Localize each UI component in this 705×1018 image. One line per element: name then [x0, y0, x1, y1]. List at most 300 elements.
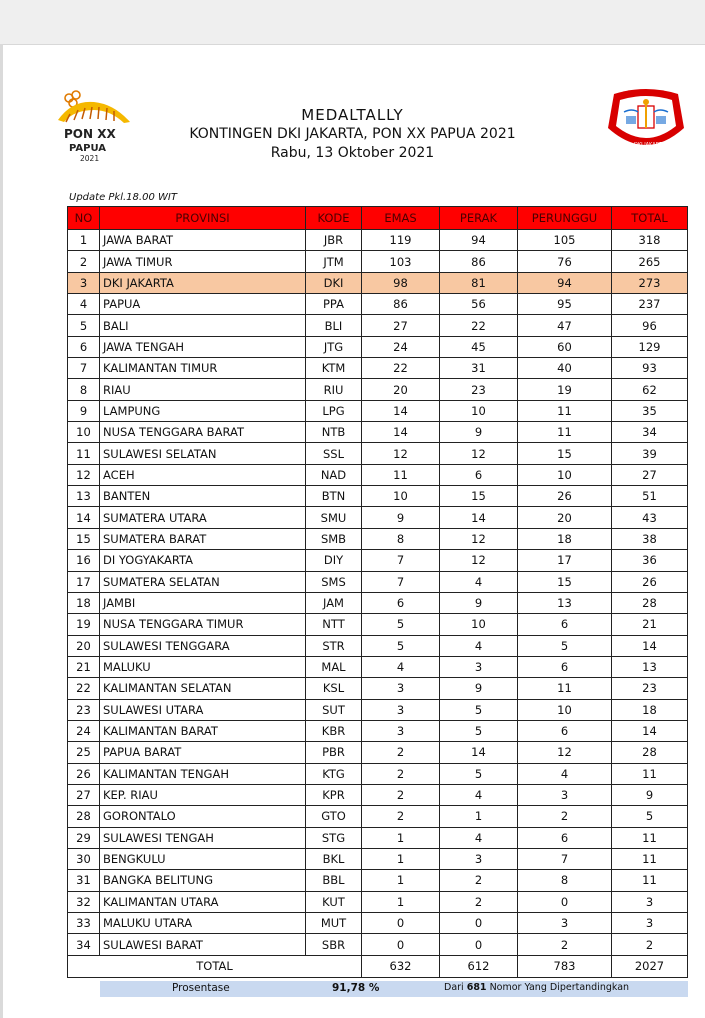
- cell-total: 38: [612, 528, 688, 549]
- col-header-emas: EMAS: [362, 207, 440, 230]
- cell-kode: PBR: [306, 742, 362, 763]
- cell-no: 30: [68, 848, 100, 869]
- table-row: [68, 294, 688, 315]
- cell-perunggu: 26: [518, 486, 612, 507]
- cell-perunggu: 2: [518, 806, 612, 827]
- cell-kode: NAD: [306, 464, 362, 485]
- medal-tally-table: [67, 206, 688, 978]
- cell-kode: KBR: [306, 720, 362, 741]
- cell-total: 13: [612, 656, 688, 677]
- cell-kode: STR: [306, 635, 362, 656]
- cell-total: 318: [612, 230, 688, 251]
- cell-kode: KTM: [306, 358, 362, 379]
- col-header-perunggu: PERUNGGU: [518, 207, 612, 230]
- cell-perunggu: 76: [518, 251, 612, 272]
- totals-total: 2027: [612, 955, 688, 977]
- table-row: [68, 635, 688, 656]
- cell-perak: 22: [440, 315, 518, 336]
- table-row: [68, 592, 688, 613]
- cell-emas: 7: [362, 550, 440, 571]
- cell-kode: NTB: [306, 422, 362, 443]
- cell-provinsi: PAPUA BARAT: [100, 742, 306, 763]
- cell-total: 62: [612, 379, 688, 400]
- prosentase-note-prefix: Dari: [444, 982, 467, 993]
- cell-kode: DIY: [306, 550, 362, 571]
- cell-no: 31: [68, 870, 100, 891]
- totals-perak: 612: [440, 955, 518, 977]
- cell-kode: KTG: [306, 763, 362, 784]
- cell-perunggu: 3: [518, 784, 612, 805]
- table-row: [68, 379, 688, 400]
- update-time: Update Pkl.18.00 WIT: [69, 192, 177, 203]
- cell-no: 3: [68, 272, 100, 293]
- prosentase-note-count: 681: [466, 982, 487, 993]
- cell-perak: 4: [440, 635, 518, 656]
- cell-provinsi: BANGKA BELITUNG: [100, 870, 306, 891]
- cell-total: 28: [612, 592, 688, 613]
- prosentase-label: Prosentase: [172, 982, 230, 994]
- cell-kode: JBR: [306, 230, 362, 251]
- cell-emas: 3: [362, 699, 440, 720]
- col-header-provinsi: PROVINSI: [100, 207, 306, 230]
- cell-emas: 7: [362, 571, 440, 592]
- cell-no: 12: [68, 464, 100, 485]
- cell-perak: 56: [440, 294, 518, 315]
- cell-total: 273: [612, 272, 688, 293]
- cell-total: 237: [612, 294, 688, 315]
- cell-perunggu: 17: [518, 550, 612, 571]
- cell-total: 34: [612, 422, 688, 443]
- cell-no: 16: [68, 550, 100, 571]
- cell-provinsi: NUSA TENGGARA TIMUR: [100, 614, 306, 635]
- table-row: [68, 742, 688, 763]
- cell-perak: 86: [440, 251, 518, 272]
- cell-perunggu: 0: [518, 891, 612, 912]
- cell-perak: 2: [440, 891, 518, 912]
- cell-perak: 9: [440, 592, 518, 613]
- cell-provinsi: ACEH: [100, 464, 306, 485]
- cell-perunggu: 95: [518, 294, 612, 315]
- cell-perak: 2: [440, 870, 518, 891]
- cell-emas: 2: [362, 763, 440, 784]
- cell-no: 4: [68, 294, 100, 315]
- table-row: [68, 827, 688, 848]
- cell-no: 26: [68, 763, 100, 784]
- cell-emas: 98: [362, 272, 440, 293]
- cell-kode: JTM: [306, 251, 362, 272]
- table-row: [68, 848, 688, 869]
- cell-provinsi: JAWA BARAT: [100, 230, 306, 251]
- table-row: [68, 400, 688, 421]
- cell-kode: BLI: [306, 315, 362, 336]
- cell-perak: 14: [440, 742, 518, 763]
- cell-emas: 10: [362, 486, 440, 507]
- cell-total: 21: [612, 614, 688, 635]
- cell-perunggu: 20: [518, 507, 612, 528]
- cell-emas: 86: [362, 294, 440, 315]
- cell-emas: 1: [362, 827, 440, 848]
- cell-perak: 0: [440, 913, 518, 934]
- cell-provinsi: MALUKU UTARA: [100, 913, 306, 934]
- col-header-kode: KODE: [306, 207, 362, 230]
- cell-emas: 3: [362, 678, 440, 699]
- cell-kode: BKL: [306, 848, 362, 869]
- cell-no: 34: [68, 934, 100, 955]
- cell-provinsi: GORONTALO: [100, 806, 306, 827]
- cell-no: 1: [68, 230, 100, 251]
- cell-total: 14: [612, 720, 688, 741]
- cell-perunggu: 12: [518, 742, 612, 763]
- cell-provinsi: DKI JAKARTA: [100, 272, 306, 293]
- cell-provinsi: SULAWESI TENGGARA: [100, 635, 306, 656]
- cell-no: 29: [68, 827, 100, 848]
- table-row: [68, 336, 688, 357]
- prosentase-value: 91,78 %: [332, 982, 380, 994]
- cell-perunggu: 40: [518, 358, 612, 379]
- cell-provinsi: KALIMANTAN TENGAH: [100, 763, 306, 784]
- table-row: [68, 806, 688, 827]
- cell-kode: GTO: [306, 806, 362, 827]
- cell-perunggu: 6: [518, 656, 612, 677]
- prosentase-note: [444, 982, 629, 993]
- cell-no: 2: [68, 251, 100, 272]
- cell-provinsi: SUMATERA SELATAN: [100, 571, 306, 592]
- table-row: [68, 358, 688, 379]
- cell-emas: 11: [362, 464, 440, 485]
- cell-provinsi: SULAWESI UTARA: [100, 699, 306, 720]
- cell-kode: KPR: [306, 784, 362, 805]
- cell-total: 23: [612, 678, 688, 699]
- table-row: [68, 891, 688, 912]
- cell-no: 27: [68, 784, 100, 805]
- cell-provinsi: MALUKU: [100, 656, 306, 677]
- cell-perak: 81: [440, 272, 518, 293]
- cell-perak: 6: [440, 464, 518, 485]
- col-header-perak: PERAK: [440, 207, 518, 230]
- cell-emas: 2: [362, 784, 440, 805]
- cell-emas: 22: [362, 358, 440, 379]
- cell-total: 5: [612, 806, 688, 827]
- cell-total: 11: [612, 763, 688, 784]
- cell-perak: 4: [440, 571, 518, 592]
- cell-total: 2: [612, 934, 688, 955]
- cell-no: 7: [68, 358, 100, 379]
- cell-kode: SMS: [306, 571, 362, 592]
- table-row: [68, 784, 688, 805]
- cell-provinsi: KALIMANTAN UTARA: [100, 891, 306, 912]
- cell-perunggu: 3: [518, 913, 612, 934]
- cell-kode: JAM: [306, 592, 362, 613]
- cell-emas: 0: [362, 913, 440, 934]
- top-bar: [0, 0, 705, 45]
- cell-perunggu: 11: [518, 678, 612, 699]
- cell-perunggu: 60: [518, 336, 612, 357]
- cell-perak: 14: [440, 507, 518, 528]
- col-header-total: TOTAL: [612, 207, 688, 230]
- cell-provinsi: LAMPUNG: [100, 400, 306, 421]
- table-row: [68, 443, 688, 464]
- cell-perunggu: 105: [518, 230, 612, 251]
- cell-perunggu: 6: [518, 614, 612, 635]
- cell-no: 19: [68, 614, 100, 635]
- cell-perunggu: 11: [518, 400, 612, 421]
- table-row: [68, 571, 688, 592]
- table-row: [68, 230, 688, 251]
- cell-total: 3: [612, 891, 688, 912]
- table-row: [68, 550, 688, 571]
- cell-perak: 10: [440, 614, 518, 635]
- cell-provinsi: KALIMANTAN SELATAN: [100, 678, 306, 699]
- cell-no: 20: [68, 635, 100, 656]
- totals-perunggu: 783: [518, 955, 612, 977]
- cell-perunggu: 10: [518, 699, 612, 720]
- cell-kode: SBR: [306, 934, 362, 955]
- cell-emas: 8: [362, 528, 440, 549]
- cell-no: 5: [68, 315, 100, 336]
- cell-total: 14: [612, 635, 688, 656]
- cell-total: 18: [612, 699, 688, 720]
- cell-perunggu: 19: [518, 379, 612, 400]
- cell-no: 15: [68, 528, 100, 549]
- cell-no: 10: [68, 422, 100, 443]
- cell-perak: 12: [440, 443, 518, 464]
- cell-perunggu: 47: [518, 315, 612, 336]
- cell-emas: 27: [362, 315, 440, 336]
- cell-perak: 3: [440, 848, 518, 869]
- cell-no: 13: [68, 486, 100, 507]
- cell-provinsi: KALIMANTAN TIMUR: [100, 358, 306, 379]
- cell-perak: 1: [440, 806, 518, 827]
- document-title: [0, 106, 705, 163]
- cell-emas: 1: [362, 870, 440, 891]
- cell-perak: 4: [440, 784, 518, 805]
- cell-emas: 3: [362, 720, 440, 741]
- cell-total: 28: [612, 742, 688, 763]
- cell-emas: 2: [362, 806, 440, 827]
- table-row: [68, 507, 688, 528]
- table-row: [68, 486, 688, 507]
- cell-perunggu: 10: [518, 464, 612, 485]
- cell-provinsi: RIAU: [100, 379, 306, 400]
- table-row: [68, 934, 688, 955]
- cell-kode: BBL: [306, 870, 362, 891]
- cell-perak: 31: [440, 358, 518, 379]
- cell-perak: 23: [440, 379, 518, 400]
- cell-total: 35: [612, 400, 688, 421]
- cell-total: 93: [612, 358, 688, 379]
- cell-perak: 3: [440, 656, 518, 677]
- cell-perak: 5: [440, 699, 518, 720]
- cell-perunggu: 4: [518, 763, 612, 784]
- cell-emas: 14: [362, 422, 440, 443]
- cell-emas: 119: [362, 230, 440, 251]
- cell-emas: 12: [362, 443, 440, 464]
- cell-kode: KSL: [306, 678, 362, 699]
- cell-no: 18: [68, 592, 100, 613]
- cell-kode: SMB: [306, 528, 362, 549]
- cell-total: 129: [612, 336, 688, 357]
- cell-no: 17: [68, 571, 100, 592]
- prosentase-note-suffix: Nomor Yang Dipertandingkan: [486, 982, 630, 993]
- cell-no: 6: [68, 336, 100, 357]
- cell-total: 51: [612, 486, 688, 507]
- cell-provinsi: JAWA TIMUR: [100, 251, 306, 272]
- cell-emas: 2: [362, 742, 440, 763]
- cell-total: 11: [612, 827, 688, 848]
- cell-no: 9: [68, 400, 100, 421]
- cell-perak: 5: [440, 763, 518, 784]
- logo-left-line2: PAPUA: [69, 143, 107, 154]
- totals-row: [68, 955, 688, 977]
- cell-perunggu: 8: [518, 870, 612, 891]
- cell-kode: DKI: [306, 272, 362, 293]
- cell-kode: RIU: [306, 379, 362, 400]
- table-row: [68, 913, 688, 934]
- cell-perak: 5: [440, 720, 518, 741]
- logo-left-line1: PON XX: [64, 127, 116, 141]
- table-row: [68, 464, 688, 485]
- cell-provinsi: SULAWESI TENGAH: [100, 827, 306, 848]
- cell-no: 23: [68, 699, 100, 720]
- cell-perunggu: 13: [518, 592, 612, 613]
- cell-provinsi: JAWA TENGAH: [100, 336, 306, 357]
- cell-perunggu: 2: [518, 934, 612, 955]
- cell-perunggu: 94: [518, 272, 612, 293]
- logo-right-label: DKI JAKARTA: [634, 142, 665, 148]
- cell-kode: KUT: [306, 891, 362, 912]
- cell-total: 36: [612, 550, 688, 571]
- table-row: [68, 699, 688, 720]
- cell-perunggu: 6: [518, 827, 612, 848]
- cell-perak: 12: [440, 528, 518, 549]
- cell-total: 39: [612, 443, 688, 464]
- cell-total: 11: [612, 848, 688, 869]
- title-date: Rabu, 13 Oktober 2021: [270, 145, 435, 161]
- totals-label: TOTAL: [68, 955, 362, 977]
- cell-no: 22: [68, 678, 100, 699]
- cell-total: 43: [612, 507, 688, 528]
- cell-total: 3: [612, 913, 688, 934]
- cell-kode: JTG: [306, 336, 362, 357]
- table-row: [68, 656, 688, 677]
- cell-emas: 5: [362, 635, 440, 656]
- cell-kode: PPA: [306, 294, 362, 315]
- cell-perunggu: 15: [518, 571, 612, 592]
- table-row: [68, 422, 688, 443]
- cell-emas: 5: [362, 614, 440, 635]
- cell-provinsi: SULAWESI SELATAN: [100, 443, 306, 464]
- cell-provinsi: BENGKULU: [100, 848, 306, 869]
- cell-provinsi: SUMATERA BARAT: [100, 528, 306, 549]
- cell-perak: 45: [440, 336, 518, 357]
- table-row: [68, 272, 688, 293]
- cell-provinsi: SULAWESI BARAT: [100, 934, 306, 955]
- cell-emas: 103: [362, 251, 440, 272]
- cell-kode: BTN: [306, 486, 362, 507]
- cell-emas: 4: [362, 656, 440, 677]
- cell-perak: 9: [440, 422, 518, 443]
- cell-emas: 9: [362, 507, 440, 528]
- cell-no: 24: [68, 720, 100, 741]
- cell-kode: STG: [306, 827, 362, 848]
- cell-perak: 15: [440, 486, 518, 507]
- cell-perunggu: 6: [518, 720, 612, 741]
- cell-provinsi: JAMBI: [100, 592, 306, 613]
- cell-no: 8: [68, 379, 100, 400]
- table-row: [68, 720, 688, 741]
- cell-perunggu: 18: [518, 528, 612, 549]
- cell-perak: 0: [440, 934, 518, 955]
- cell-perak: 10: [440, 400, 518, 421]
- cell-no: 33: [68, 913, 100, 934]
- table-body: [68, 230, 688, 956]
- cell-no: 28: [68, 806, 100, 827]
- totals-emas: 632: [362, 955, 440, 977]
- cell-provinsi: BANTEN: [100, 486, 306, 507]
- cell-total: 27: [612, 464, 688, 485]
- prosentase-bar: [100, 981, 688, 997]
- title-line-1: MEDALTALLY: [301, 106, 404, 124]
- title-line-2: KONTINGEN DKI JAKARTA, PON XX PAPUA 2021: [189, 126, 516, 142]
- cell-kode: NTT: [306, 614, 362, 635]
- cell-no: 25: [68, 742, 100, 763]
- cell-provinsi: PAPUA: [100, 294, 306, 315]
- cell-perak: 94: [440, 230, 518, 251]
- cell-total: 9: [612, 784, 688, 805]
- cell-kode: MUT: [306, 913, 362, 934]
- table-row: [68, 315, 688, 336]
- cell-provinsi: SUMATERA UTARA: [100, 507, 306, 528]
- cell-emas: 1: [362, 891, 440, 912]
- table-row: [68, 614, 688, 635]
- cell-no: 21: [68, 656, 100, 677]
- cell-emas: 24: [362, 336, 440, 357]
- cell-emas: 20: [362, 379, 440, 400]
- cell-total: 265: [612, 251, 688, 272]
- cell-emas: 0: [362, 934, 440, 955]
- cell-kode: SUT: [306, 699, 362, 720]
- table-header-row: [68, 207, 688, 230]
- cell-provinsi: BALI: [100, 315, 306, 336]
- cell-kode: MAL: [306, 656, 362, 677]
- cell-perunggu: 15: [518, 443, 612, 464]
- cell-emas: 1: [362, 848, 440, 869]
- cell-provinsi: KALIMANTAN BARAT: [100, 720, 306, 741]
- table-row: [68, 870, 688, 891]
- table-row: [68, 763, 688, 784]
- cell-kode: LPG: [306, 400, 362, 421]
- cell-provinsi: KEP. RIAU: [100, 784, 306, 805]
- cell-perak: 12: [440, 550, 518, 571]
- cell-kode: SMU: [306, 507, 362, 528]
- cell-total: 11: [612, 870, 688, 891]
- cell-kode: SSL: [306, 443, 362, 464]
- logo-left-line3: 2021: [80, 154, 100, 163]
- cell-perunggu: 5: [518, 635, 612, 656]
- cell-total: 96: [612, 315, 688, 336]
- cell-perak: 9: [440, 678, 518, 699]
- table-row: [68, 251, 688, 272]
- cell-provinsi: DI YOGYAKARTA: [100, 550, 306, 571]
- cell-perunggu: 7: [518, 848, 612, 869]
- cell-total: 26: [612, 571, 688, 592]
- cell-provinsi: NUSA TENGGARA BARAT: [100, 422, 306, 443]
- cell-emas: 6: [362, 592, 440, 613]
- cell-perak: 4: [440, 827, 518, 848]
- cell-perunggu: 11: [518, 422, 612, 443]
- cell-emas: 14: [362, 400, 440, 421]
- cell-no: 14: [68, 507, 100, 528]
